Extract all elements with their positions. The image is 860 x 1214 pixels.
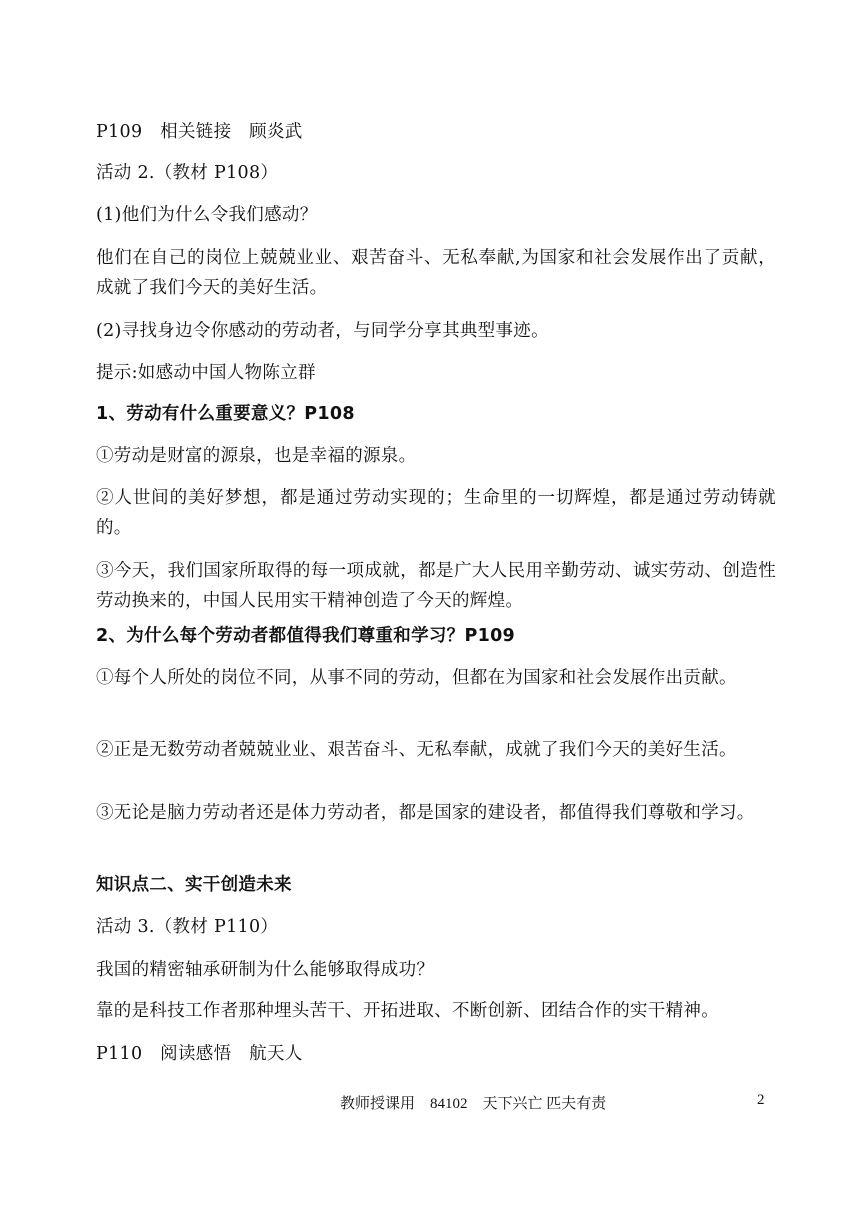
line-p110-reading: P110 阅读感悟 航天人 — [96, 1044, 303, 1064]
line-question-2: (2)寻找身边令你感动的劳动者，与同学分享其典型事迹。 — [96, 321, 549, 341]
line-question-1: (1)他们为什么令我们感动？ — [96, 205, 318, 225]
line-bearing-question: 我国的精密轴承研制为什么能够取得成功？ — [96, 960, 435, 980]
line-hint: 提示:如感动中国人物陈立群 — [96, 363, 316, 383]
line-answer-1: 他们在自己的岗位上兢兢业业、艰苦奋斗、无私奉献,为国家和社会发展作出了贡献，成就了我们今天的美好生活。 — [96, 248, 776, 298]
line-respect-1: ①每个人所处的岗位不同，从事不同的劳动，但都在为国家和社会发展作出贡献。 — [96, 668, 737, 688]
line-point-3: ③今天，我们国家所取得的每一项成就，都是广大人民用辛勤劳动、诚实劳动、创造性劳动换来的，中国人民用实干精神创造了今天的辉煌。 — [96, 561, 776, 611]
line-respect-3: ③无论是脑力劳动者还是体力劳动者，都是国家的建设者，都值得我们尊敬和学习。 — [96, 803, 755, 823]
line-bearing-answer: 靠的是科技工作者那种埋头苦干、开拓进取、不断创新、团结合作的实干精神。 — [96, 1001, 719, 1021]
line-point-1: ①劳动是财富的源泉，也是幸福的源泉。 — [96, 446, 417, 466]
page-number: 2 — [757, 1092, 765, 1108]
heading-labor-significance: 1、劳动有什么重要意义？P108 — [96, 404, 355, 424]
page-footer: 教师授课用 84102 天下兴亡 匹夫有责 — [340, 1096, 607, 1112]
heading-respect-workers: 2、为什么每个劳动者都值得我们尊重和学习？P109 — [96, 626, 516, 646]
heading-knowledge-point-2: 知识点二、实干创造未来 — [96, 875, 292, 895]
line-activity-3: 活动 3.（教材 P110） — [96, 917, 279, 937]
line-activity-2: 活动 2.（教材 P108） — [96, 163, 279, 183]
line-p109-link: P109 相关链接 顾炎武 — [96, 122, 303, 142]
line-respect-2: ②正是无数劳动者兢兢业业、艰苦奋斗、无私奉献，成就了我们今天的美好生活。 — [96, 740, 737, 760]
line-point-2: ②人世间的美好梦想，都是通过劳动实现的；生命里的一切辉煌，都是通过劳动铸就的。 — [96, 488, 776, 538]
